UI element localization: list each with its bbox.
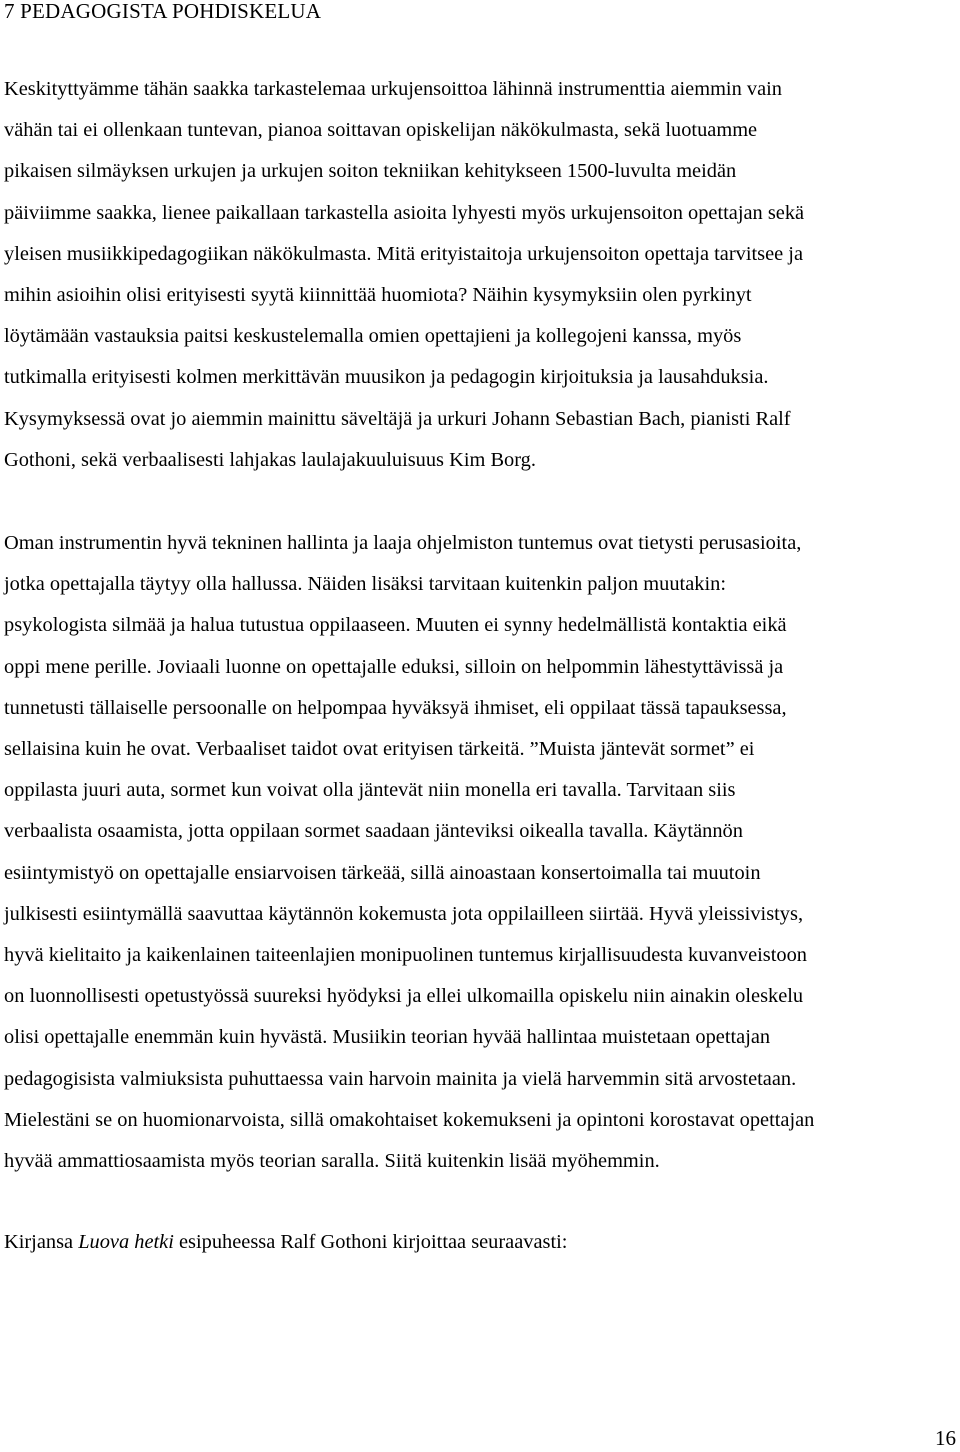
text-line: esiintymistyö on opettajalle ensiarvoisen tärkeää, sillä ainoastaan konsertoimalla tai muutoin — [4, 861, 761, 884]
text-line: julkisesti esiintymällä saavuttaa käytännön kokemusta jota oppilailleen siirtää. Hyvä yleissivistys, — [4, 902, 804, 925]
paragraph-1 — [4, 69, 956, 481]
text-line: Mielestäni se on huomionarvoista, sillä omakohtaiset kokemukseni ja opintoni korostavat opettajan — [4, 1108, 815, 1131]
text-line: Gothoni, sekä verbaalisesti lahjakas laulajakuuluisuus Kim Borg. — [4, 448, 536, 471]
text-line: verbaalista osaamista, jotta oppilaan sormet saadaan jänteviksi oikealla tavalla. Käytännön — [4, 820, 743, 843]
intro-text: Kirjansa — [4, 1231, 79, 1253]
text-line: oppilasta juuri auta, sormet kun voivat olla jäntevät niin monella eri tavalla. Tarvitaan siis — [4, 779, 736, 802]
book-title: Luova hetki — [78, 1231, 174, 1253]
text-line: hyvää ammattiosaamista myös teorian saralla. Siitä kuitenkin lisää myöhemmin. — [4, 1150, 660, 1173]
text-line: Kysymyksessä ovat jo aiemmin mainittu säveltäjä ja urkuri Johann Sebastian Bach, pianisti Ralf — [4, 407, 791, 430]
text-line: pikaisen silmäyksen urkujen ja urkujen soiton tekniikan kehitykseen 1500-luvulta meidän — [4, 160, 737, 183]
page-number: 16 — [935, 1426, 956, 1450]
paragraph-3 — [4, 1222, 956, 1263]
text-line: tunnetusti tällaiselle persoonalle on helpompaa hyväksyä ihmiset, eli oppilaat tässä tapauksessa, — [4, 696, 787, 719]
text-line: Keskityttyämme tähän saakka tarkastelemaa urkujensoittoa lähinnä instrumenttia aiemmin vain — [4, 78, 783, 100]
text-line: psykologista silmää ja halua tutustua oppilaaseen. Muuten ei synny hedelmällistä kontaktia eikä — [4, 614, 787, 637]
text-line: jotka opettajalla täytyy olla hallussa. Näiden lisäksi tarvitaan kuitenkin paljon muutakin: — [4, 573, 726, 596]
text-line: sellaisina kuin he ovat. Verbaaliset taidot ovat erityisen tärkeitä. ”Muista jäntevät sormet” ei — [4, 738, 755, 761]
text-line — [4, 1222, 956, 1263]
text-line: hyvä kielitaito ja kaikenlainen taiteenlajien monipuolinen tuntemus kirjallisuudesta kuvanveistoon — [4, 944, 807, 967]
paragraph-2 — [4, 523, 956, 1182]
text-line: on luonnollisesti opetustyössä suureksi hyödyksi ja ellei ulkomailla opiskelu niin ainakin oleskelu — [4, 985, 804, 1008]
text-line: mihin asioihin olisi erityisesti syytä kiinnittää huomiota? Näihin kysymyksiin olen pyrkinyt — [4, 284, 752, 307]
text-line: tutkimalla erityisesti kolmen merkittävän muusikon ja pedagogin kirjoituksia ja lausahduksia. — [4, 366, 769, 389]
text-line: oppi mene perille. Joviaali luonne on opettajalle eduksi, silloin on helpommin lähestyttävissä ja — [4, 655, 784, 678]
text-line: olisi opettajalle enemmän kuin hyvästä. Musiikin teorian hyvää hallintaa muistetaan opettajan — [4, 1026, 771, 1049]
text-line: löytämään vastauksia paitsi keskustelemalla omien opettajieni ja kollegojeni kanssa, myös — [4, 325, 742, 348]
text-line: yleisen musiikkipedagogiikan näkökulmasta. Mitä erityistaitoja urkujensoiton opettaja tarvitsee ja — [4, 242, 804, 265]
chapter-heading: 7 PEDAGOGISTA POHDISKELUA — [4, 0, 322, 23]
text-line: päiviimme saakka, lienee paikallaan tarkastella asioita lyhyesti myös urkujensoiton opettajan sekä — [4, 201, 805, 224]
text-line: vähän tai ei ollenkaan tuntevan, pianoa soittavan opiskelijan näkökulmasta, sekä luotuamme — [4, 119, 758, 142]
text-line: pedagogisista valmiuksista puhuttaessa vain harvoin mainita ja vielä harvemmin sitä arvostetaan. — [4, 1067, 797, 1090]
text-line: Oman instrumentin hyvä tekninen hallinta ja laaja ohjelmiston tuntemus ovat tietysti perusasioita, — [4, 532, 802, 554]
intro-text-tail: esipuheessa Ralf Gothoni kirjoittaa seuraavasti: — [173, 1231, 568, 1253]
